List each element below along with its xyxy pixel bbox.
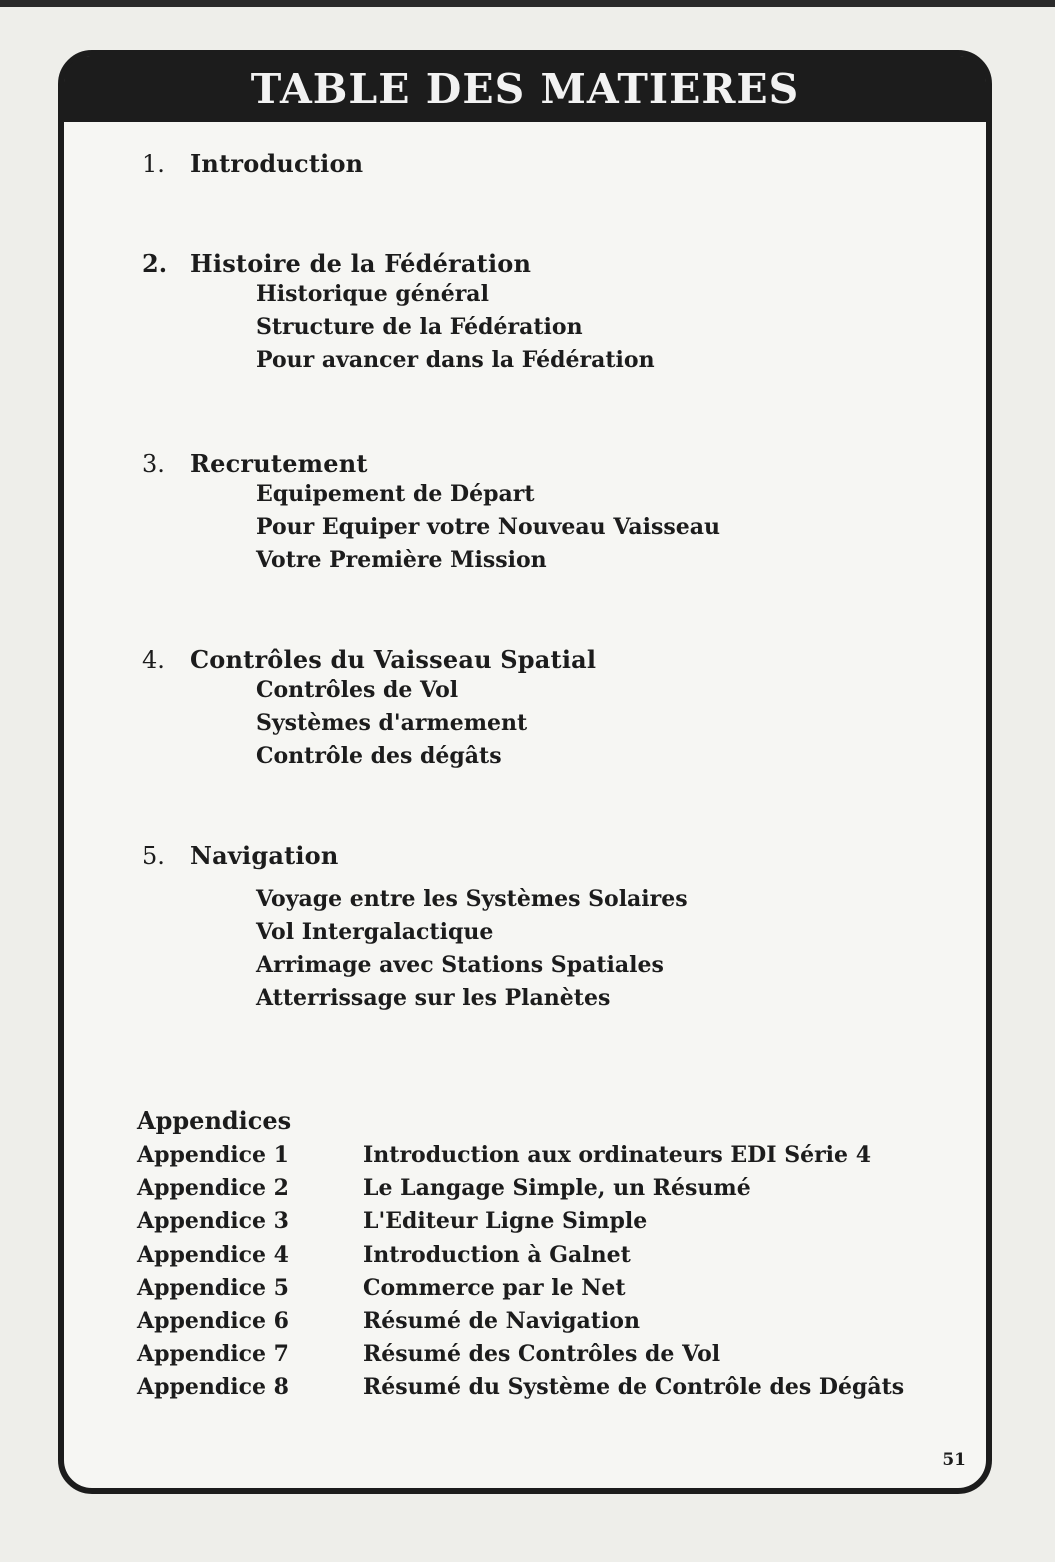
appendices-heading: Appendices <box>137 1106 292 1135</box>
section-3-heading <box>142 449 368 478</box>
appendix-label: Appendice 2 <box>137 1175 289 1202</box>
list-item: Atterrissage sur les Planètes <box>256 985 611 1011</box>
appendix-row <box>137 1205 904 1238</box>
list-item: Equipement de Départ <box>256 481 535 507</box>
section-4-number: 4. <box>142 646 165 674</box>
appendix-row <box>137 1338 904 1371</box>
appendix-title: Introduction aux ordinateurs EDI Série 4 <box>363 1142 871 1168</box>
section-5-number: 5. <box>142 842 165 870</box>
list-item: Systèmes d'armement <box>256 710 528 736</box>
page-title: TABLE DES MATIERES <box>250 65 800 113</box>
section-5-items <box>256 883 688 1015</box>
appendix-label: Appendice 4 <box>137 1241 289 1268</box>
section-3-items <box>256 478 720 577</box>
appendix-title: L'Editeur Ligne Simple <box>363 1208 648 1235</box>
appendix-row <box>137 1305 904 1338</box>
appendix-row <box>137 1371 904 1404</box>
contents-frame <box>58 50 992 1494</box>
list-item: Structure de la Fédération <box>256 314 583 340</box>
appendix-title: Le Langage Simple, un Résumé <box>363 1175 751 1202</box>
list-item: Historique général <box>256 281 489 307</box>
appendices-list <box>137 1139 904 1405</box>
section-3-title: Recrutement <box>190 449 368 478</box>
appendix-title: Résumé du Système de Contrôle des Dégâts <box>363 1374 905 1401</box>
appendix-title: Introduction à Galnet <box>363 1241 631 1268</box>
appendix-row <box>137 1139 904 1172</box>
section-2-items <box>256 278 655 377</box>
section-2-number: 2. <box>142 249 168 278</box>
list-item: Contrôle des dégâts <box>256 743 502 769</box>
title-band <box>64 56 986 122</box>
appendix-row <box>137 1239 904 1272</box>
appendix-label: Appendice 1 <box>137 1142 289 1168</box>
appendix-label: Appendice 7 <box>137 1341 289 1368</box>
section-1-number: 1. <box>142 150 165 178</box>
list-item: Vol Intergalactique <box>256 919 494 945</box>
section-4-heading <box>142 645 596 674</box>
section-1-title: Introduction <box>190 149 364 178</box>
appendix-title: Résumé des Contrôles de Vol <box>363 1341 721 1368</box>
list-item: Arrimage avec Stations Spatiales <box>256 952 664 978</box>
appendix-title: Commerce par le Net <box>363 1274 626 1301</box>
section-4-title: Contrôles du Vaisseau Spatial <box>190 645 597 674</box>
list-item: Pour Equiper votre Nouveau Vaisseau <box>256 514 721 540</box>
appendix-row <box>137 1172 904 1205</box>
list-item: Voyage entre les Systèmes Solaires <box>256 886 688 912</box>
appendix-row <box>137 1272 904 1305</box>
section-2-title: Histoire de la Fédération <box>190 249 532 278</box>
appendix-label: Appendice 8 <box>137 1374 289 1401</box>
top-edge-rule <box>0 0 1055 7</box>
page-number: 51 <box>942 1450 966 1470</box>
appendix-title: Résumé de Navigation <box>363 1308 640 1335</box>
list-item: Contrôles de Vol <box>256 677 459 703</box>
section-5-heading <box>142 841 339 870</box>
list-item: Pour avancer dans la Fédération <box>256 347 655 373</box>
section-5-title: Navigation <box>190 841 339 870</box>
section-4-items <box>256 674 527 773</box>
section-2-heading <box>142 249 531 278</box>
section-1-heading <box>142 149 363 178</box>
appendix-label: Appendice 3 <box>137 1208 289 1235</box>
appendix-label: Appendice 6 <box>137 1308 289 1335</box>
section-3-number: 3. <box>142 450 165 478</box>
appendix-label: Appendice 5 <box>137 1274 289 1301</box>
list-item: Votre Première Mission <box>256 547 547 573</box>
